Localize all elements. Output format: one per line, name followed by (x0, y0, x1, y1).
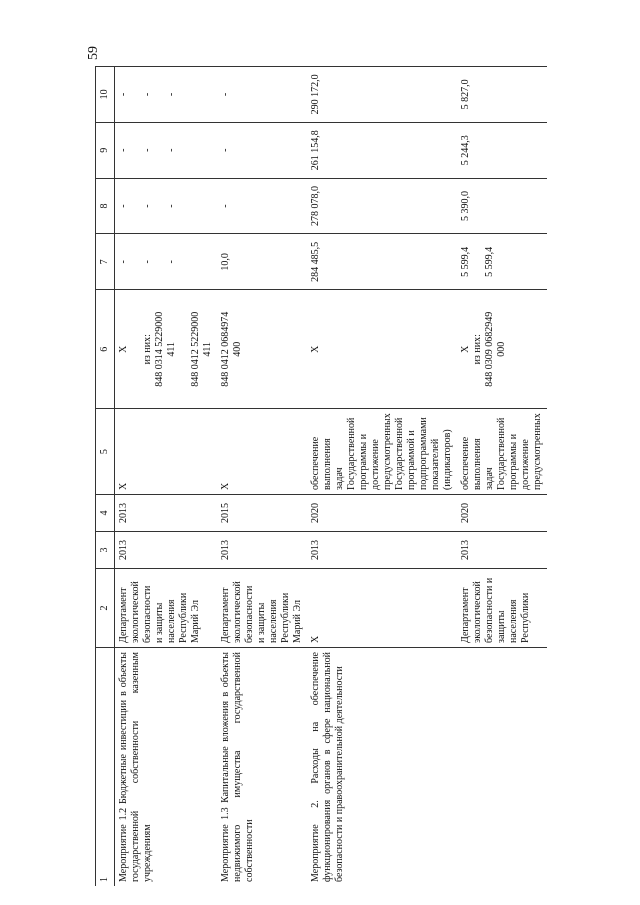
cell-col-3 (307, 532, 457, 569)
cell-text: 2013 (460, 540, 471, 560)
cell-line: - (220, 148, 231, 152)
cell-col-4 (457, 495, 547, 532)
cell-line: Х (220, 482, 231, 490)
cell-col-1 (457, 648, 547, 887)
cell-line: программой и (406, 430, 417, 490)
cell-line: показателей (430, 438, 441, 490)
cell-text: Мероприятие 2. Расходы на обеспечение функционирования органов в сфере национальной безопасности и правоохранительной деятельности (310, 652, 345, 882)
cell-col-2 (217, 569, 307, 648)
cell-line: 5 599,4 (484, 246, 495, 277)
cell-text: Мероприятие 1.3 Капитальные вложения в объекты недвижимого имущества государственной собственности (220, 652, 255, 882)
cell-col-5 (457, 409, 547, 495)
table-row (457, 67, 547, 887)
cell-col-4 (307, 495, 457, 532)
cell-col-6 (217, 290, 307, 409)
cell-col-5 (307, 409, 457, 495)
cell-col-10 (115, 67, 218, 123)
cell-line: защиты (496, 610, 507, 643)
cell-line: - (142, 148, 153, 152)
cell-col-7 (307, 234, 457, 290)
cell-line: Государственной (394, 417, 405, 490)
table-body (115, 67, 548, 887)
cell-line: 411 (202, 341, 213, 357)
cell-line: программы и (508, 433, 519, 490)
cell-col-3 (115, 532, 218, 569)
cell-text: 2013 (118, 540, 129, 560)
cell-line: задач (484, 467, 495, 490)
cell-line: (индикаторов) (442, 429, 453, 490)
header-col-8: 8 (96, 178, 115, 234)
cell-col-1 (307, 648, 457, 887)
cell-line (130, 238, 142, 285)
cell-col-8 (307, 178, 457, 234)
cell-line: Государственной (346, 417, 357, 490)
table-row (307, 67, 457, 887)
table-row (115, 67, 218, 887)
cell-text: 2013 (310, 540, 321, 560)
header-col-10: 10 (96, 67, 115, 123)
cell-line: - (220, 204, 231, 208)
cell-line (154, 71, 166, 118)
budget-table-sheet (95, 66, 595, 886)
cell-col-10 (457, 67, 547, 123)
cell-line: 400 (232, 341, 243, 357)
cell-line (472, 238, 484, 285)
cell-line: предусмотренных (382, 413, 393, 490)
cell-col-5 (115, 409, 218, 495)
cell-line: 848 0412 0684974 (220, 311, 231, 387)
cell-col-9 (217, 122, 307, 178)
cell-line: - (118, 92, 129, 97)
cell-line: из них: (472, 334, 483, 365)
cell-line: - (220, 92, 231, 97)
cell-line: Государственной (496, 417, 507, 490)
cell-col-7 (457, 234, 547, 290)
cell-line: Департамент (118, 587, 129, 643)
cell-line (130, 71, 142, 118)
cell-line: - (166, 92, 177, 97)
cell-line: 5 390,0 (460, 191, 471, 222)
cell-col-8 (115, 178, 218, 234)
cell-line: 290 172,0 (310, 74, 321, 115)
cell-line: 5 599,4 (460, 246, 471, 277)
cell-col-9 (457, 122, 547, 178)
cell-text: 2013 (220, 540, 231, 560)
cell-line: 261 154,8 (310, 130, 321, 171)
cell-line: - (142, 204, 153, 208)
cell-col-3 (217, 532, 307, 569)
header-col-3: 3 (96, 532, 115, 569)
cell-col-1 (115, 648, 218, 887)
cell-text: 2013 (118, 503, 129, 523)
cell-col-7 (115, 234, 218, 290)
cell-line: - (142, 260, 153, 264)
cell-line: 5 244,3 (460, 135, 471, 166)
cell-line: Х (118, 345, 129, 353)
cell-line: программы и (358, 433, 369, 490)
cell-col-8 (457, 178, 547, 234)
cell-line: - (118, 148, 129, 152)
cell-line: населения (268, 599, 279, 643)
cell-line: достижение (370, 439, 381, 490)
cell-line: - (166, 148, 177, 152)
cell-line: - (118, 204, 129, 208)
cell-line: экологической (472, 581, 483, 643)
cell-line: выполнения (322, 438, 333, 490)
cell-line: достижение (520, 439, 531, 490)
cell-line: Х (310, 345, 321, 353)
cell-line: предусмотренных (532, 413, 543, 490)
cell-line: - (166, 260, 177, 264)
cell-line: 411 (166, 341, 177, 357)
cell-line: 848 0314 5229000 (154, 311, 165, 387)
cell-text: 2020 (460, 503, 471, 523)
header-col-1: 1 (96, 648, 115, 887)
cell-col-4 (115, 495, 218, 532)
cell-col-9 (307, 122, 457, 178)
cell-line: Департамент (220, 587, 231, 643)
cell-line: экологической (130, 581, 141, 643)
cell-line: Республики (178, 592, 189, 643)
cell-col-3 (457, 532, 547, 569)
table-row (217, 67, 307, 887)
cell-col-9 (115, 122, 218, 178)
cell-line: подпрограммами (418, 417, 429, 490)
cell-line (154, 183, 166, 230)
cell-line: Марий Эл (292, 600, 303, 643)
cell-line (130, 127, 142, 174)
cell-text: 2020 (310, 503, 321, 523)
header-col-6: 6 (96, 290, 115, 409)
header-col-9: 9 (96, 122, 115, 178)
cell-line: задач (334, 467, 345, 490)
cell-line: обеспечение (460, 436, 471, 490)
cell-col-1 (217, 648, 307, 887)
cell-line: 284 485,5 (310, 241, 321, 282)
cell-line (178, 294, 190, 404)
cell-col-6 (457, 290, 547, 409)
cell-line: безопасности и (484, 577, 495, 643)
cell-line: безопасности (142, 585, 153, 643)
cell-col-10 (307, 67, 457, 123)
cell-col-2 (457, 569, 547, 648)
cell-line: Марий Эл (190, 600, 201, 643)
cell-line (154, 127, 166, 174)
cell-col-4 (217, 495, 307, 532)
cell-line: и защиты (154, 602, 165, 643)
cell-line (154, 238, 166, 285)
cell-line: 000 (496, 341, 507, 357)
cell-line: из них: (142, 334, 153, 365)
cell-line: обеспечение (310, 436, 321, 490)
cell-line: выполнения (472, 438, 483, 490)
budget-table (95, 66, 547, 886)
cell-line: экологической (232, 581, 243, 643)
cell-line: населения (166, 599, 177, 643)
cell-line: 278 078,0 (310, 186, 321, 227)
cell-line: Республики (520, 592, 531, 643)
cell-line: населения (508, 599, 519, 643)
cell-col-2 (115, 569, 218, 648)
cell-line: Х (118, 482, 129, 490)
cell-col-10 (217, 67, 307, 123)
cell-line: безопасности (244, 585, 255, 643)
cell-col-7 (217, 234, 307, 290)
cell-line: Х (460, 345, 471, 353)
cell-line: 5 827,0 (460, 79, 471, 110)
cell-text: 2015 (220, 503, 231, 523)
cell-line: 848 0309 0682949 (484, 311, 495, 387)
cell-col-2 (307, 569, 457, 648)
cell-line: - (118, 260, 129, 264)
cell-line: Республики (280, 592, 291, 643)
cell-col-6 (115, 290, 218, 409)
cell-text: Мероприятие 1.2 Бюджетные инвестиции в объекты государственной собственности казенным учреждениям (118, 652, 153, 882)
header-col-2: 2 (96, 569, 115, 648)
header-row (96, 67, 115, 887)
cell-col-6 (307, 290, 457, 409)
header-col-7: 7 (96, 234, 115, 290)
page-number: 59 (86, 46, 101, 60)
cell-line: Департамент (460, 587, 471, 643)
cell-col-8 (217, 178, 307, 234)
cell-line (130, 183, 142, 230)
cell-line: 848 0412 5229000 (190, 311, 201, 387)
cell-line: и защиты (256, 602, 267, 643)
header-col-4: 4 (96, 495, 115, 532)
cell-line: - (166, 204, 177, 208)
cell-line: Х (310, 635, 321, 643)
cell-line: - (142, 92, 153, 97)
cell-line: 10,0 (220, 253, 231, 271)
header-col-5: 5 (96, 409, 115, 495)
cell-line (130, 294, 142, 404)
cell-col-5 (217, 409, 307, 495)
